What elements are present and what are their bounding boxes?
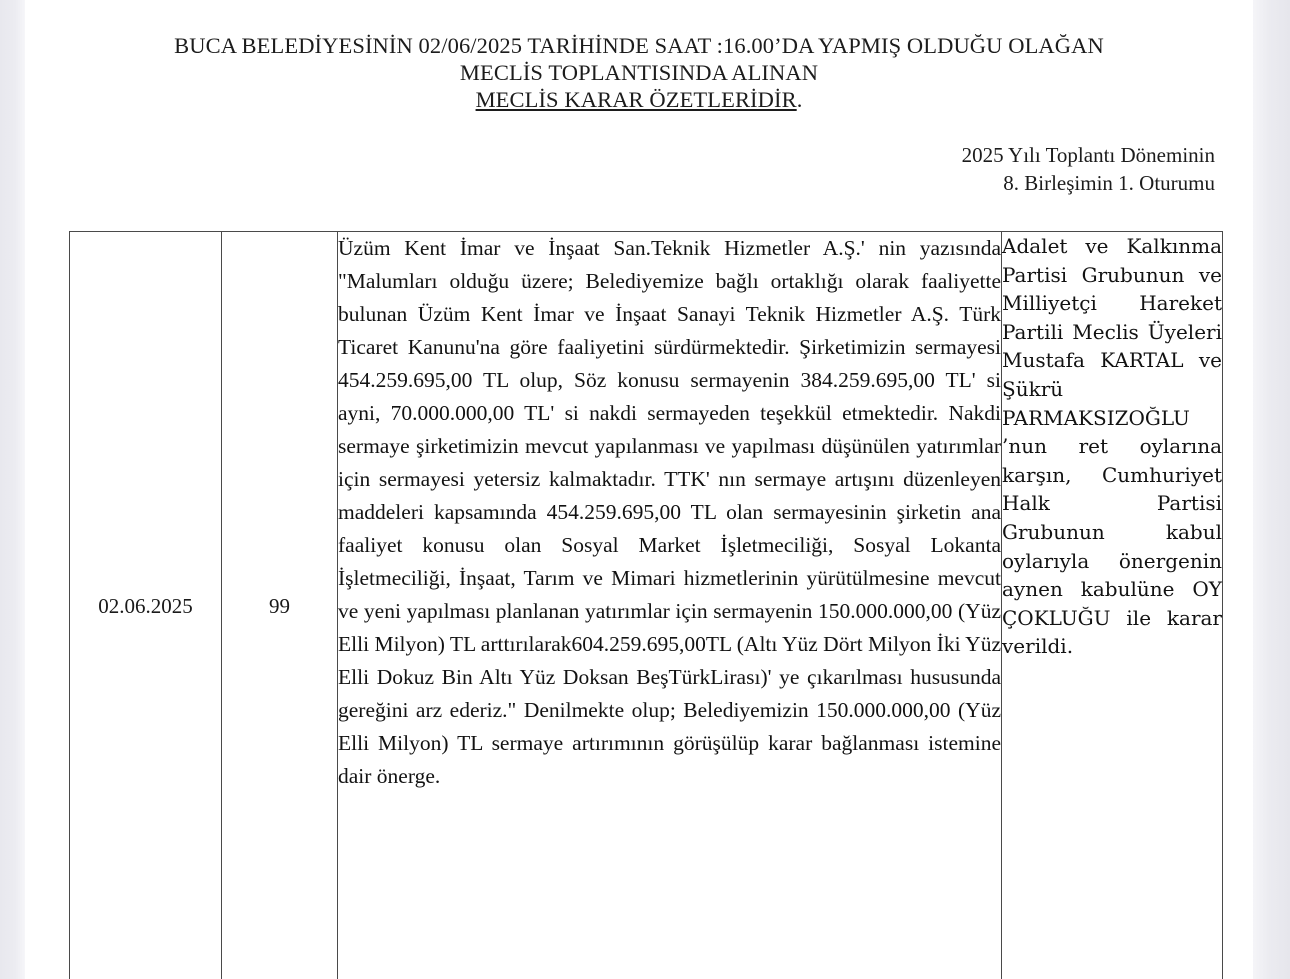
document-page (25, 0, 1253, 979)
table-row (70, 232, 1223, 979)
heading-line-1: BUCA BELEDİYESİNİN 02/06/2025 TARİHİNDE SAAT :16.00’DA YAPMIŞ OLDUĞU OLAĞAN (174, 33, 1104, 58)
heading-line-3-period: . (796, 87, 803, 112)
heading-line-2: MECLİS TOPLANTISINDA ALINAN (459, 60, 819, 85)
document-heading (25, 0, 1253, 113)
session-sitting: 8. Birleşimin 1. Oturumu (1003, 171, 1215, 195)
decision-result-cell (1002, 232, 1223, 979)
heading-line-3 (25, 86, 1253, 113)
page-right-margin (1253, 0, 1290, 979)
session-info (25, 141, 1253, 197)
decision-body-cell (338, 232, 1002, 979)
decision-result-text: Adalet ve Kalkınma Partisi Grubunun ve Milliyetçi Hareket Partili Meclis Üyeleri Mustafa KARTAL ve Şükrü PARMAKSIZOĞLU ’nun ret oylarına karşın, Cumhuriyet Halk Partisi Grubunun kabul oylarıyla önergenin aynen kabulüne OY ÇOKLUĞU ile karar verildi. (1002, 234, 1222, 659)
session-period: 2025 Yılı Toplantı Döneminin (961, 143, 1215, 167)
heading-line-3-underlined: MECLİS KARAR ÖZETLERİDİR (475, 87, 797, 112)
decision-summary-table (69, 231, 1223, 979)
decision-number-cell: 99 (222, 232, 338, 979)
decision-date-cell: 02.06.2025 (70, 232, 222, 979)
decision-body-text: Üzüm Kent İmar ve İnşaat San.Teknik Hizmetler A.Ş.' nin yazısında "Malumları olduğu üzere; Belediyemize bağlı ortaklığı olarak faaliyette bulunan Üzüm Kent İmar ve İnşaat Sanayi Teknik Hizmetler A.Ş. Türk Ticaret Kanunu'na göre faaliyetini sürdürmektedir. Şirketimizin sermayesi 454.259.695,00 TL olup, Söz konusu sermayenin 384.259.695,00 TL' si ayni, 70.000.000,00 TL' si nakdi sermayeden teşekkül etmektedir. Nakdi sermaye şirketimizin mevcut yapılanması ve yapılması düşünülen yatırımlar için sermayesi yetersiz kalmaktadır. TTK' nın sermaye artışını düzenleyen maddeleri kapsamında 454.259.695,00 TL olan sermayesinin şirketin ana faaliyet konusu olan Sosyal Market İşletmeciliği, Sosyal Lokanta İşletmeciliği, İnşaat, Tarım ve Mimari hizmetlerinin yürütülmesine mevcut ve yeni yapılması planlanan yatırımlar için sermayenin 150.000.000,00 (Yüz Elli Milyon) TL arttırılarak604.259.695,00TL (Altı Yüz Dört Milyon İki Yüz Elli Dokuz Bin Altı Yüz Doksan BeşTürkLirası)' ye çıkarılması hususunda gereğini arz ederiz." Denilmekte olup; Belediyemizin 150.000.000,00 (Yüz Elli Milyon) TL sermaye artırımının görüşülüp karar bağlanması istemine dair önerge. (338, 236, 1001, 788)
page-left-margin (0, 0, 25, 979)
